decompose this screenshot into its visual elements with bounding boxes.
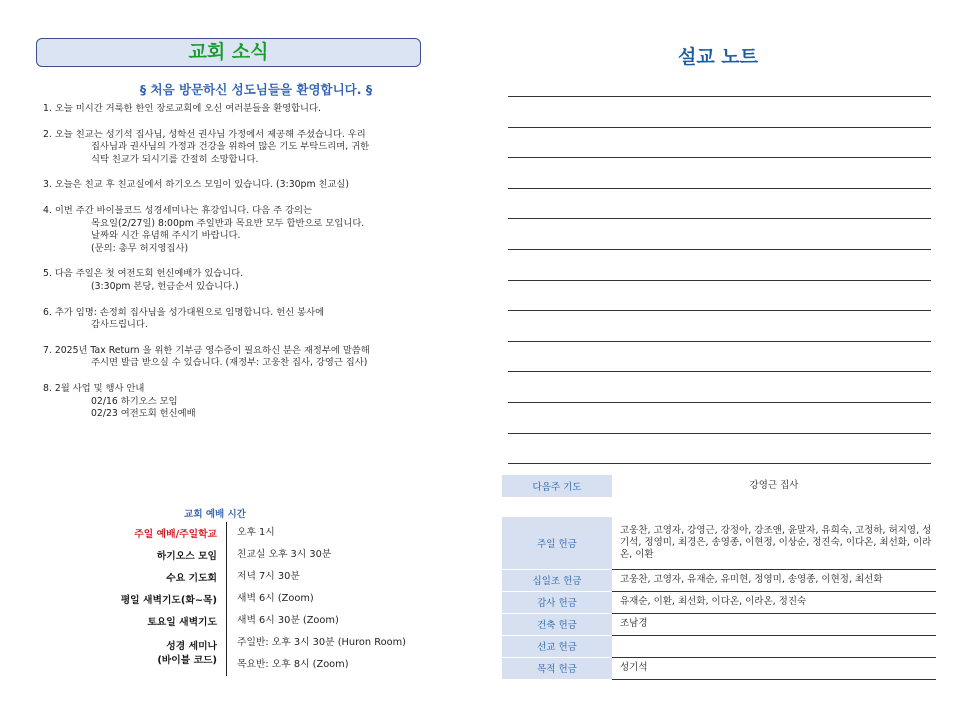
notice-text: 5. 다음 주일은 첫 여전도회 헌신예배가 있습니다. — [43, 268, 244, 280]
note-line — [508, 157, 931, 158]
notice-text-continued: 날짜와 시간 유념해 주시기 바랍니다. — [91, 230, 241, 242]
offering-table — [502, 475, 936, 680]
notice-item — [43, 179, 443, 192]
next-prayer-value: 강영근 집사 — [749, 480, 799, 491]
notice-text-continued: 02/23 여전도회 헌신예배 — [91, 408, 196, 420]
notice-item — [43, 103, 443, 116]
note-line — [508, 96, 931, 97]
worship-row — [80, 632, 460, 676]
offering-label: 선교 헌금 — [502, 635, 612, 657]
worship-label: 토요일 새벽기도 — [147, 617, 217, 628]
note-line — [508, 402, 931, 403]
worship-time-text: 친교실 오후 3시 30분 — [237, 549, 332, 560]
notice-text: 2. 오늘 친교는 성기석 집사님, 성학선 권사님 가정에서 제공해 주셨습니다. 우리 — [43, 128, 366, 140]
worship-time-text: 주일반: 오후 3시 30분 (Huron Room) — [237, 637, 406, 648]
worship-time-text: 저녁 7시 30분 — [237, 571, 300, 582]
worship-time — [226, 566, 460, 588]
welcome-message: § 처음 방문하신 성도님들을 환영합니다. § — [139, 82, 373, 97]
note-line — [508, 249, 931, 250]
notice-text-continued: 02/16 하기오스 모임 — [91, 395, 178, 407]
offering-names: 고웅찬, 고영자, 강영근, 강정아, 강조앤, 윤말자, 유희숙, 고정하, 허지영, 성기석, 정영미, 최경은, 송영종, 이현정, 이상순, 정진숙, 이다온, 최선화, 이라온, 이환 — [612, 517, 936, 569]
note-line — [508, 218, 931, 219]
worship-time-text: 오후 1시 — [237, 527, 275, 538]
worship-label: 주일 예배/주일학교 — [134, 529, 217, 540]
notice-item — [43, 345, 443, 370]
worship-time — [226, 522, 460, 544]
notice-list — [43, 103, 443, 434]
notice-item — [43, 307, 443, 332]
offering-row — [502, 613, 936, 635]
worship-row — [80, 566, 460, 588]
notice-text-continued: 집사님과 권사님의 가정과 건강을 위하여 많은 기도 부탁드리며, 귀한 — [91, 141, 370, 153]
next-prayer-row — [502, 475, 936, 497]
notice-text: 8. 2월 사업 및 행사 안내 — [43, 382, 145, 394]
worship-time-text: 목요반: 오후 8시 (Zoom) — [237, 659, 349, 670]
next-prayer-label: 다음주 기도 — [502, 475, 612, 497]
notice-item — [43, 205, 443, 255]
sermon-notes-title: 설교 노트 — [677, 46, 759, 68]
notice-text-continued: (문의: 총무 허지영집사) — [91, 242, 189, 254]
notice-text: 7. 2025년 Tax Return 을 위한 기부금 영수증이 필요하신 분은 재정부에 말씀해 — [43, 344, 370, 356]
notice-text: 6. 추가 임명: 손정희 집사님을 성가대원으로 임명합니다. 헌신 봉사에 — [43, 306, 325, 318]
offering-names: 성기석 — [612, 657, 936, 679]
offering-names: 유재순, 이환, 최선화, 이다온, 이라온, 정진숙 — [612, 591, 936, 613]
offering-label: 십일조 헌금 — [502, 569, 612, 591]
worship-row — [80, 544, 460, 566]
offering-row — [502, 635, 936, 657]
church-news-title: 교회 소식 — [36, 38, 421, 67]
notice-item — [43, 268, 443, 293]
offering-names: 고웅찬, 고영자, 유재순, 유미현, 정영미, 송영종, 이현정, 최선화 — [612, 569, 936, 591]
offering-label: 목적 헌금 — [502, 657, 612, 679]
note-line — [508, 341, 931, 342]
notice-text-continued: 목요일(2/27일) 8:00pm 주일반과 목요반 모두 합반으로 모입니다. — [91, 217, 365, 229]
note-line — [508, 310, 931, 311]
offering-row — [502, 657, 936, 679]
worship-label: 성경 세미나 (바이블 코드) — [157, 641, 217, 666]
worship-time — [226, 610, 460, 632]
worship-time-text: 새벽 6시 (Zoom) — [237, 593, 314, 604]
notice-text: 4. 이번 주간 바이블코드 성경세미나는 휴강입니다. 다음 주 강의는 — [43, 204, 312, 216]
note-line — [508, 371, 931, 372]
worship-row — [80, 588, 460, 610]
offering-label: 주일 헌금 — [502, 517, 612, 569]
notice-text-continued: 식탁 친교가 되시기를 간절히 소망합니다. — [91, 153, 259, 165]
note-line — [508, 463, 931, 464]
notice-text-continued: 주시면 발급 받으실 수 있습니다. (재정부: 고웅찬 집사, 강영근 집사) — [91, 357, 368, 369]
note-line — [508, 433, 931, 434]
worship-row — [80, 610, 460, 632]
notice-text-continued: (3:30pm 본당, 헌금순서 있습니다.) — [91, 280, 239, 292]
offering-row — [502, 517, 936, 569]
notice-item — [43, 383, 443, 421]
note-line — [508, 280, 931, 281]
note-line — [508, 188, 931, 189]
offering-label: 감사 헌금 — [502, 591, 612, 613]
note-line — [508, 127, 931, 128]
notice-item — [43, 129, 443, 167]
notice-text-continued: 감사드립니다. — [91, 319, 148, 331]
worship-label: 평일 새벽기도(화~목) — [120, 595, 217, 606]
worship-time — [226, 544, 460, 566]
worship-time — [226, 588, 460, 610]
notice-text: 1. 오늘 미시간 거룩한 한인 장로교회에 오신 여러분들을 환영합니다. — [43, 103, 321, 114]
worship-time-text: 새벽 6시 30분 (Zoom) — [237, 615, 339, 626]
worship-label: 하기오스 모임 — [156, 551, 217, 562]
offering-names: 조남경 — [612, 613, 936, 635]
notice-text: 3. 오늘은 친교 후 친교실에서 하기오스 모임이 있습니다. (3:30pm 친교실) — [43, 179, 350, 191]
offering-row — [502, 569, 936, 591]
offering-label: 건축 헌금 — [502, 613, 612, 635]
worship-label: 수요 기도회 — [166, 573, 217, 584]
worship-times-table — [80, 522, 460, 676]
worship-time — [226, 632, 460, 676]
worship-times-title: 교회 예배 시간 — [184, 509, 246, 520]
worship-row — [80, 522, 460, 544]
offering-names — [612, 635, 936, 657]
offering-row — [502, 591, 936, 613]
